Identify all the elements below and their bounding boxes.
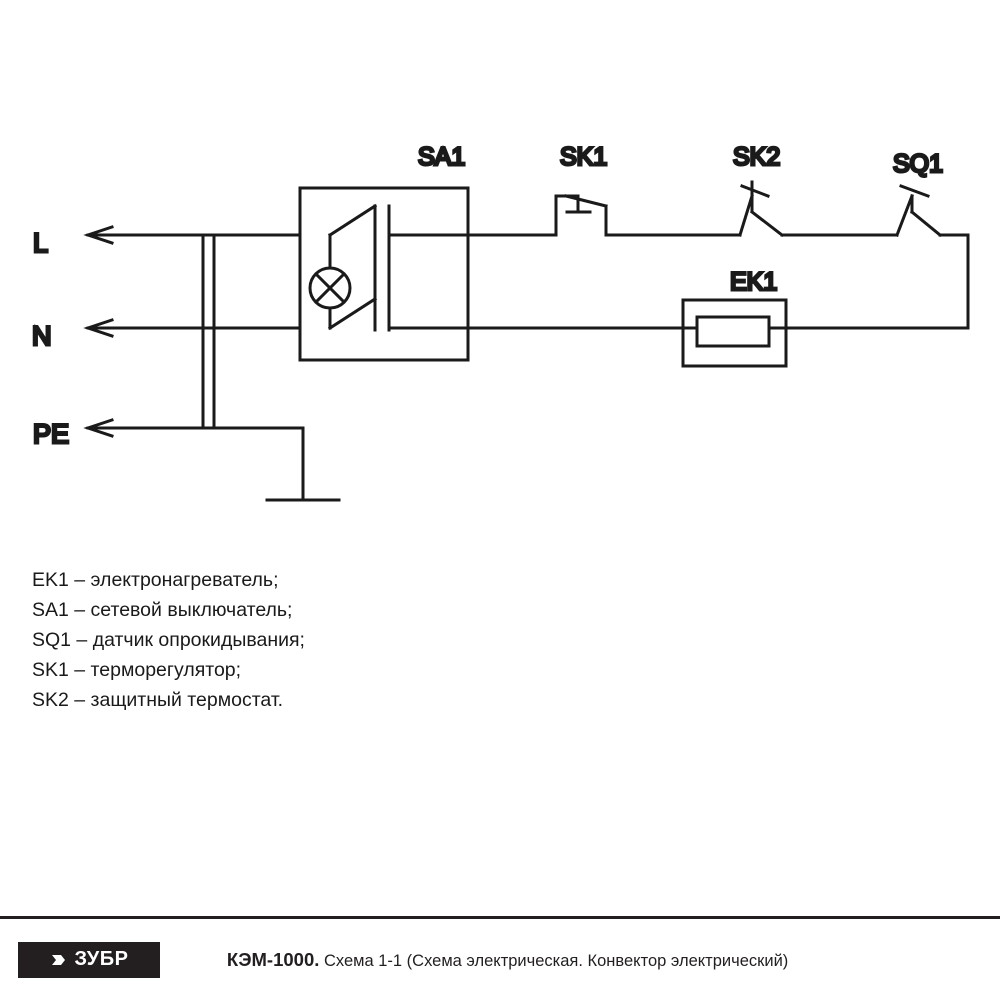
label-sk2: SK2 — [733, 143, 781, 171]
bus-ticks — [197, 235, 220, 328]
label-sk1: SK1 — [560, 143, 608, 171]
wire-line-l — [88, 227, 556, 243]
label-sa1: SA1 — [418, 143, 466, 171]
label-ek1: EK1 — [730, 268, 778, 296]
terminal-label-pe: PE — [33, 419, 70, 449]
terminal-label-l: L — [33, 228, 49, 258]
footer-caption-text: Схема 1-1 (Схема электрическая. Конвектор электрический) — [319, 951, 789, 970]
component-ek1 — [683, 300, 786, 366]
component-sk1 — [556, 196, 740, 235]
wire-line-n — [88, 320, 683, 336]
terminal-label-n: N — [32, 321, 52, 351]
wire-line-pe — [88, 420, 339, 500]
brand-logo — [18, 942, 160, 978]
legend — [32, 565, 732, 715]
legend-item-sq1: SQ1 – датчик опрокидывания; — [32, 629, 305, 651]
footer-model: КЭМ-1000. — [226, 948, 320, 970]
bus-verticals — [203, 235, 214, 428]
label-sq1: SQ1 — [893, 150, 944, 178]
footer-caption — [196, 927, 788, 993]
component-sk2 — [740, 182, 897, 235]
legend-item-sa1: SA1 – сетевой выключатель; — [32, 599, 293, 621]
legend-item-sk2: SK2 – защитный термостат. — [32, 689, 284, 711]
footer — [0, 919, 1000, 1000]
legend-item-ek1: EK1 – электронагреватель; — [32, 569, 279, 591]
legend-item-sk1: SK1 – терморегулятор; — [32, 659, 242, 681]
component-sq1 — [786, 186, 968, 328]
arrow-icon — [50, 950, 70, 970]
component-sa1 — [300, 188, 468, 360]
brand-name: ЗУБР — [74, 948, 129, 970]
